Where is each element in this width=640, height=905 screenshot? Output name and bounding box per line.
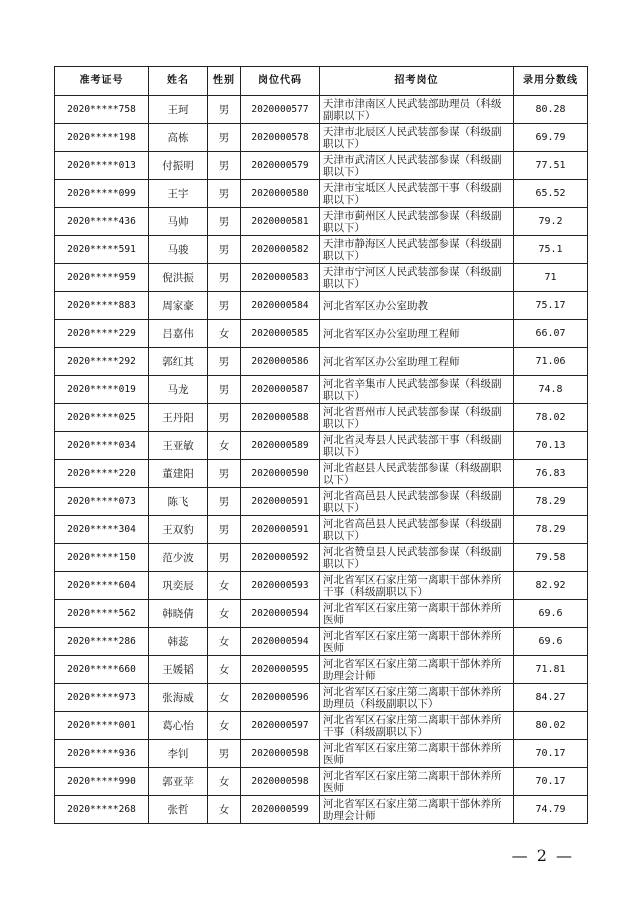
cell-score: 78.29 — [514, 488, 588, 516]
cell-score: 70.17 — [514, 740, 588, 768]
cell-gender: 女 — [208, 712, 241, 740]
table-row — [55, 712, 588, 740]
cell-post-code: 2020000581 — [241, 208, 320, 236]
cell-post-title: 天津市宝坻区人民武装部干事（科级副职以下） — [320, 180, 514, 208]
cell-score: 70.17 — [514, 768, 588, 796]
table-row — [55, 544, 588, 572]
cell-exam-id: 2020*****268 — [55, 796, 149, 824]
cell-gender: 男 — [208, 264, 241, 292]
table-row — [55, 628, 588, 656]
cell-post-code: 2020000595 — [241, 656, 320, 684]
cell-post-title: 河北省军区石家庄第一离职干部休养所医师 — [320, 628, 514, 656]
cell-gender: 男 — [208, 348, 241, 376]
table-row — [55, 292, 588, 320]
table-row — [55, 348, 588, 376]
cell-exam-id: 2020*****001 — [55, 712, 149, 740]
table-row — [55, 376, 588, 404]
cell-name: 董建阳 — [149, 460, 208, 488]
cell-post-title: 河北省赞皇县人民武装部参谋（科级副职以下） — [320, 544, 514, 572]
cell-gender: 男 — [208, 96, 241, 124]
cell-post-title: 河北省军区石家庄第一离职干部休养所干事（科级副职以下） — [320, 572, 514, 600]
cell-exam-id: 2020*****034 — [55, 432, 149, 460]
cell-exam-id: 2020*****013 — [55, 152, 149, 180]
cell-post-code: 2020000586 — [241, 348, 320, 376]
cell-post-code: 2020000578 — [241, 124, 320, 152]
cell-name: 王珂 — [149, 96, 208, 124]
cell-name: 高栋 — [149, 124, 208, 152]
cell-post-title: 天津市津南区人民武装部助理员（科级副职以下） — [320, 96, 514, 124]
cell-score: 75.1 — [514, 236, 588, 264]
cell-post-title: 天津市武清区人民武装部参谋（科级副职以下） — [320, 152, 514, 180]
cell-post-title: 河北省军区办公室助理工程师 — [320, 320, 514, 348]
cell-name: 王丹阳 — [149, 404, 208, 432]
cell-gender: 男 — [208, 376, 241, 404]
cell-score: 76.83 — [514, 460, 588, 488]
cell-exam-id: 2020*****198 — [55, 124, 149, 152]
cell-exam-id: 2020*****660 — [55, 656, 149, 684]
table-row — [55, 236, 588, 264]
cell-exam-id: 2020*****304 — [55, 516, 149, 544]
table-row — [55, 404, 588, 432]
cell-post-title: 河北省灵寿县人民武装部干事（科级副职以下） — [320, 432, 514, 460]
cell-post-code: 2020000591 — [241, 488, 320, 516]
cell-post-code: 2020000587 — [241, 376, 320, 404]
table-row — [55, 124, 588, 152]
table-row — [55, 460, 588, 488]
cell-gender: 男 — [208, 180, 241, 208]
page-number: — 2 — — [511, 846, 574, 865]
cell-gender: 女 — [208, 768, 241, 796]
cell-post-code: 2020000593 — [241, 572, 320, 600]
table-row — [55, 432, 588, 460]
cell-exam-id: 2020*****099 — [55, 180, 149, 208]
cell-post-title: 河北省高邑县人民武装部参谋（科级副职以下） — [320, 488, 514, 516]
cell-post-title: 河北省赵县人民武装部参谋（科级副职以下） — [320, 460, 514, 488]
cell-name: 王双豹 — [149, 516, 208, 544]
cell-gender: 女 — [208, 628, 241, 656]
cell-exam-id: 2020*****591 — [55, 236, 149, 264]
cell-post-title: 河北省军区石家庄第二离职干部休养所助理会计师 — [320, 656, 514, 684]
cell-name: 王亚敏 — [149, 432, 208, 460]
cell-score: 66.07 — [514, 320, 588, 348]
cell-exam-id: 2020*****758 — [55, 96, 149, 124]
cell-gender: 女 — [208, 684, 241, 712]
cell-score: 71.06 — [514, 348, 588, 376]
table-row — [55, 320, 588, 348]
cell-gender: 男 — [208, 740, 241, 768]
cell-post-title: 河北省军区石家庄第二离职干部休养所干事（科级副职以下） — [320, 712, 514, 740]
cell-score: 78.02 — [514, 404, 588, 432]
cell-name: 郭亚苹 — [149, 768, 208, 796]
table-header-row — [55, 67, 588, 96]
cell-score: 70.13 — [514, 432, 588, 460]
cell-name: 巩奕辰 — [149, 572, 208, 600]
admission-table — [54, 66, 588, 824]
cell-post-code: 2020000591 — [241, 516, 320, 544]
cell-post-code: 2020000592 — [241, 544, 320, 572]
cell-gender: 男 — [208, 460, 241, 488]
cell-score: 78.29 — [514, 516, 588, 544]
cell-name: 陈飞 — [149, 488, 208, 516]
cell-post-title: 河北省军区石家庄第一离职干部休养所医师 — [320, 600, 514, 628]
cell-post-title: 河北省军区办公室助教 — [320, 292, 514, 320]
cell-score: 82.92 — [514, 572, 588, 600]
cell-name: 李钊 — [149, 740, 208, 768]
cell-name: 张海威 — [149, 684, 208, 712]
table-row — [55, 208, 588, 236]
cell-name: 马龙 — [149, 376, 208, 404]
cell-post-title: 河北省军区石家庄第二离职干部休养所助理员（科级副职以下） — [320, 684, 514, 712]
cell-name: 周家豪 — [149, 292, 208, 320]
cell-gender: 男 — [208, 516, 241, 544]
cell-name: 倪洪振 — [149, 264, 208, 292]
cell-post-code: 2020000579 — [241, 152, 320, 180]
cell-score: 80.28 — [514, 96, 588, 124]
table-row — [55, 768, 588, 796]
table-row — [55, 600, 588, 628]
cell-name: 张哲 — [149, 796, 208, 824]
cell-post-code: 2020000598 — [241, 740, 320, 768]
cell-exam-id: 2020*****604 — [55, 572, 149, 600]
cell-score: 74.8 — [514, 376, 588, 404]
table-row — [55, 740, 588, 768]
admission-table-container — [54, 66, 587, 824]
cell-exam-id: 2020*****990 — [55, 768, 149, 796]
cell-gender: 男 — [208, 404, 241, 432]
table-row — [55, 264, 588, 292]
cell-exam-id: 2020*****936 — [55, 740, 149, 768]
cell-exam-id: 2020*****959 — [55, 264, 149, 292]
cell-exam-id: 2020*****229 — [55, 320, 149, 348]
header-post: 招考岗位 — [320, 67, 514, 96]
cell-post-code: 2020000589 — [241, 432, 320, 460]
cell-post-title: 河北省军区石家庄第二离职干部休养所助理会计师 — [320, 796, 514, 824]
cell-score: 69.6 — [514, 600, 588, 628]
cell-score: 74.79 — [514, 796, 588, 824]
cell-name: 马帅 — [149, 208, 208, 236]
cell-exam-id: 2020*****019 — [55, 376, 149, 404]
header-score: 录用分数线 — [514, 67, 588, 96]
cell-name: 郭红其 — [149, 348, 208, 376]
table-row — [55, 656, 588, 684]
cell-score: 75.17 — [514, 292, 588, 320]
cell-score: 84.27 — [514, 684, 588, 712]
cell-gender: 女 — [208, 572, 241, 600]
cell-score: 71.81 — [514, 656, 588, 684]
cell-exam-id: 2020*****883 — [55, 292, 149, 320]
cell-name: 付振明 — [149, 152, 208, 180]
table-row — [55, 572, 588, 600]
cell-post-code: 2020000590 — [241, 460, 320, 488]
cell-post-code: 2020000598 — [241, 768, 320, 796]
cell-gender: 男 — [208, 488, 241, 516]
cell-gender: 女 — [208, 656, 241, 684]
cell-exam-id: 2020*****292 — [55, 348, 149, 376]
cell-exam-id: 2020*****286 — [55, 628, 149, 656]
table-row — [55, 516, 588, 544]
table-row — [55, 180, 588, 208]
cell-score: 79.58 — [514, 544, 588, 572]
cell-exam-id: 2020*****150 — [55, 544, 149, 572]
header-name: 姓名 — [149, 67, 208, 96]
cell-gender: 男 — [208, 152, 241, 180]
table-body — [55, 96, 588, 824]
cell-name: 范少波 — [149, 544, 208, 572]
cell-exam-id: 2020*****973 — [55, 684, 149, 712]
table-row — [55, 488, 588, 516]
cell-post-code: 2020000594 — [241, 628, 320, 656]
cell-score: 65.52 — [514, 180, 588, 208]
cell-post-title: 天津市静海区人民武装部参谋（科级副职以下） — [320, 236, 514, 264]
cell-name: 王宇 — [149, 180, 208, 208]
cell-post-title: 天津市宁河区人民武装部参谋（科级副职以下） — [320, 264, 514, 292]
cell-score: 69.79 — [514, 124, 588, 152]
cell-name: 王媛韬 — [149, 656, 208, 684]
header-id: 准考证号 — [55, 67, 149, 96]
cell-gender: 女 — [208, 600, 241, 628]
cell-post-title: 河北省晋州市人民武装部参谋（科级副职以下） — [320, 404, 514, 432]
cell-post-title: 天津市北辰区人民武装部参谋（科级副职以下） — [320, 124, 514, 152]
cell-gender: 男 — [208, 292, 241, 320]
cell-gender: 男 — [208, 208, 241, 236]
cell-post-code: 2020000583 — [241, 264, 320, 292]
cell-gender: 男 — [208, 544, 241, 572]
cell-gender: 男 — [208, 124, 241, 152]
cell-post-code: 2020000594 — [241, 600, 320, 628]
cell-post-code: 2020000596 — [241, 684, 320, 712]
cell-score: 77.51 — [514, 152, 588, 180]
cell-post-title: 河北省军区办公室助理工程师 — [320, 348, 514, 376]
cell-name: 吕嘉伟 — [149, 320, 208, 348]
cell-post-code: 2020000584 — [241, 292, 320, 320]
table-row — [55, 96, 588, 124]
cell-score: 79.2 — [514, 208, 588, 236]
cell-score: 69.6 — [514, 628, 588, 656]
cell-post-title: 河北省军区石家庄第二离职干部休养所医师 — [320, 768, 514, 796]
cell-exam-id: 2020*****436 — [55, 208, 149, 236]
cell-gender: 女 — [208, 432, 241, 460]
cell-score: 71 — [514, 264, 588, 292]
cell-exam-id: 2020*****220 — [55, 460, 149, 488]
cell-post-code: 2020000585 — [241, 320, 320, 348]
cell-gender: 女 — [208, 796, 241, 824]
cell-gender: 男 — [208, 236, 241, 264]
cell-gender: 女 — [208, 320, 241, 348]
table-row — [55, 796, 588, 824]
cell-exam-id: 2020*****025 — [55, 404, 149, 432]
cell-post-code: 2020000580 — [241, 180, 320, 208]
header-gender: 性别 — [208, 67, 241, 96]
cell-post-code: 2020000597 — [241, 712, 320, 740]
table-row — [55, 684, 588, 712]
cell-post-title: 河北省辛集市人民武装部参谋（科级副职以下） — [320, 376, 514, 404]
cell-name: 韩晓倩 — [149, 600, 208, 628]
cell-post-code: 2020000588 — [241, 404, 320, 432]
cell-exam-id: 2020*****562 — [55, 600, 149, 628]
cell-post-code: 2020000582 — [241, 236, 320, 264]
cell-name: 韩蕊 — [149, 628, 208, 656]
cell-name: 马骏 — [149, 236, 208, 264]
cell-name: 葛心怡 — [149, 712, 208, 740]
cell-exam-id: 2020*****073 — [55, 488, 149, 516]
cell-post-title: 天津市蓟州区人民武装部参谋（科级副职以下） — [320, 208, 514, 236]
cell-score: 80.02 — [514, 712, 588, 740]
cell-post-title: 河北省军区石家庄第二离职干部休养所医师 — [320, 740, 514, 768]
cell-post-title: 河北省高邑县人民武装部参谋（科级副职以下） — [320, 516, 514, 544]
header-code: 岗位代码 — [241, 67, 320, 96]
table-row — [55, 152, 588, 180]
cell-post-code: 2020000577 — [241, 96, 320, 124]
cell-post-code: 2020000599 — [241, 796, 320, 824]
